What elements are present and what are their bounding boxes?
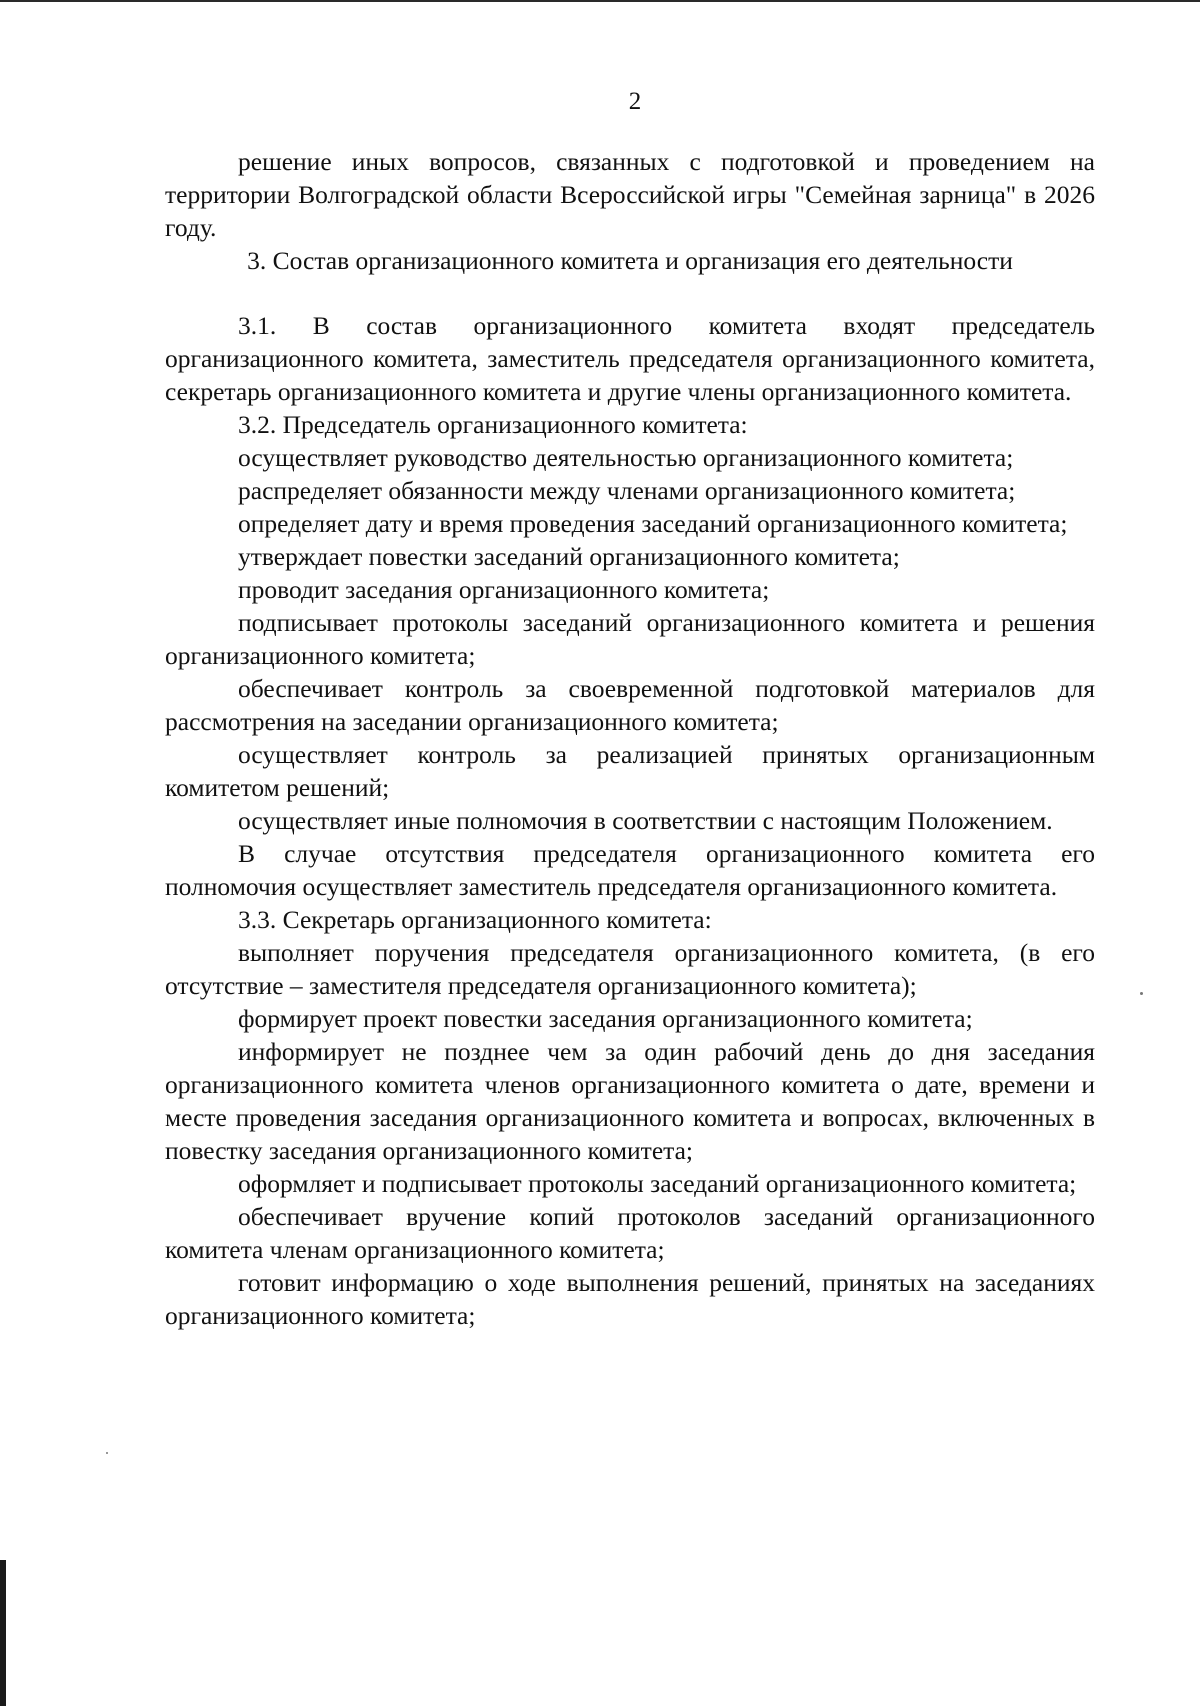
scan-speck — [1140, 992, 1143, 995]
scan-top-edge — [0, 0, 1200, 2]
clause-3-1: 3.1. В состав организационного комитета входят председатель организационного комитета, заместитель председателя организационного комитета, секретарь организационного комитета и другие члены организационного комитета. — [165, 311, 1095, 406]
secretary-duty-4: оформляет и подписывает протоколы заседаний организационного комитета; — [238, 1169, 1077, 1198]
chairman-duty-2: распределяет обязанности между членами организационного комитета; — [238, 476, 1016, 505]
secretary-duty-6: готовит информацию о ходе выполнения решений, принятых на заседаниях организационного комитета; — [165, 1268, 1095, 1330]
scan-left-edge — [0, 1560, 6, 1706]
chairman-duty-9: осуществляет иные полномочия в соответствии с настоящим Положением. — [238, 806, 1053, 835]
chairman-duty-6: подписывает протоколы заседаний организационного комитета и решения организационного комитета; — [165, 608, 1095, 670]
secretary-duty-1: выполняет поручения председателя организационного комитета, (в его отсутствие – заместителя председателя организационного комитета); — [165, 938, 1095, 1000]
secretary-duty-5: обеспечивает вручение копий протоколов заседаний организационного комитета членам организационного комитета; — [165, 1202, 1095, 1264]
scan-speck — [106, 1452, 108, 1454]
chairman-duty-8: осуществляет контроль за реализацией принятых организационным комитетом решений; — [165, 740, 1095, 802]
chairman-duty-1: осуществляет руководство деятельностью организационного комитета; — [238, 443, 1014, 472]
clause-3-3-heading: 3.3. Секретарь организационного комитета: — [238, 905, 712, 934]
chairman-duty-3: определяет дату и время проведения заседаний организационного комитета; — [238, 509, 1068, 538]
clause-3-2-heading: 3.2. Председатель организационного комитета: — [238, 410, 748, 439]
secretary-duty-2: формирует проект повестки заседания организационного комитета; — [238, 1004, 973, 1033]
paragraph-intro-continuation: решение иных вопросов, связанных с подготовкой и проведением на территории Волгоградской области Всероссийской игры "Семейная зарница" в 2026 году. — [165, 147, 1095, 242]
page-number: 2 — [628, 88, 642, 115]
section-heading-3: 3. Состав организационного комитета и организация его деятельности — [247, 246, 1013, 275]
chairman-duty-7: обеспечивает контроль за своевременной подготовкой материалов для рассмотрения на заседании организационного комитета; — [165, 674, 1095, 736]
chairman-duty-5: проводит заседания организационного комитета; — [238, 575, 770, 604]
secretary-duty-3: информирует не позднее чем за один рабочий день до дня заседания организационного комитета членов организационного комитета о дате, времени и месте проведения заседания организационного комитета и вопросах, включенных в повестку заседания организационного комитета; — [165, 1037, 1095, 1165]
document-body — [165, 145, 1095, 1332]
chairman-absence-clause: В случае отсутствия председателя организационного комитета его полномочия осуществляет заместитель председателя организационного комитета. — [165, 839, 1095, 901]
chairman-duty-4: утверждает повестки заседаний организационного комитета; — [238, 542, 900, 571]
